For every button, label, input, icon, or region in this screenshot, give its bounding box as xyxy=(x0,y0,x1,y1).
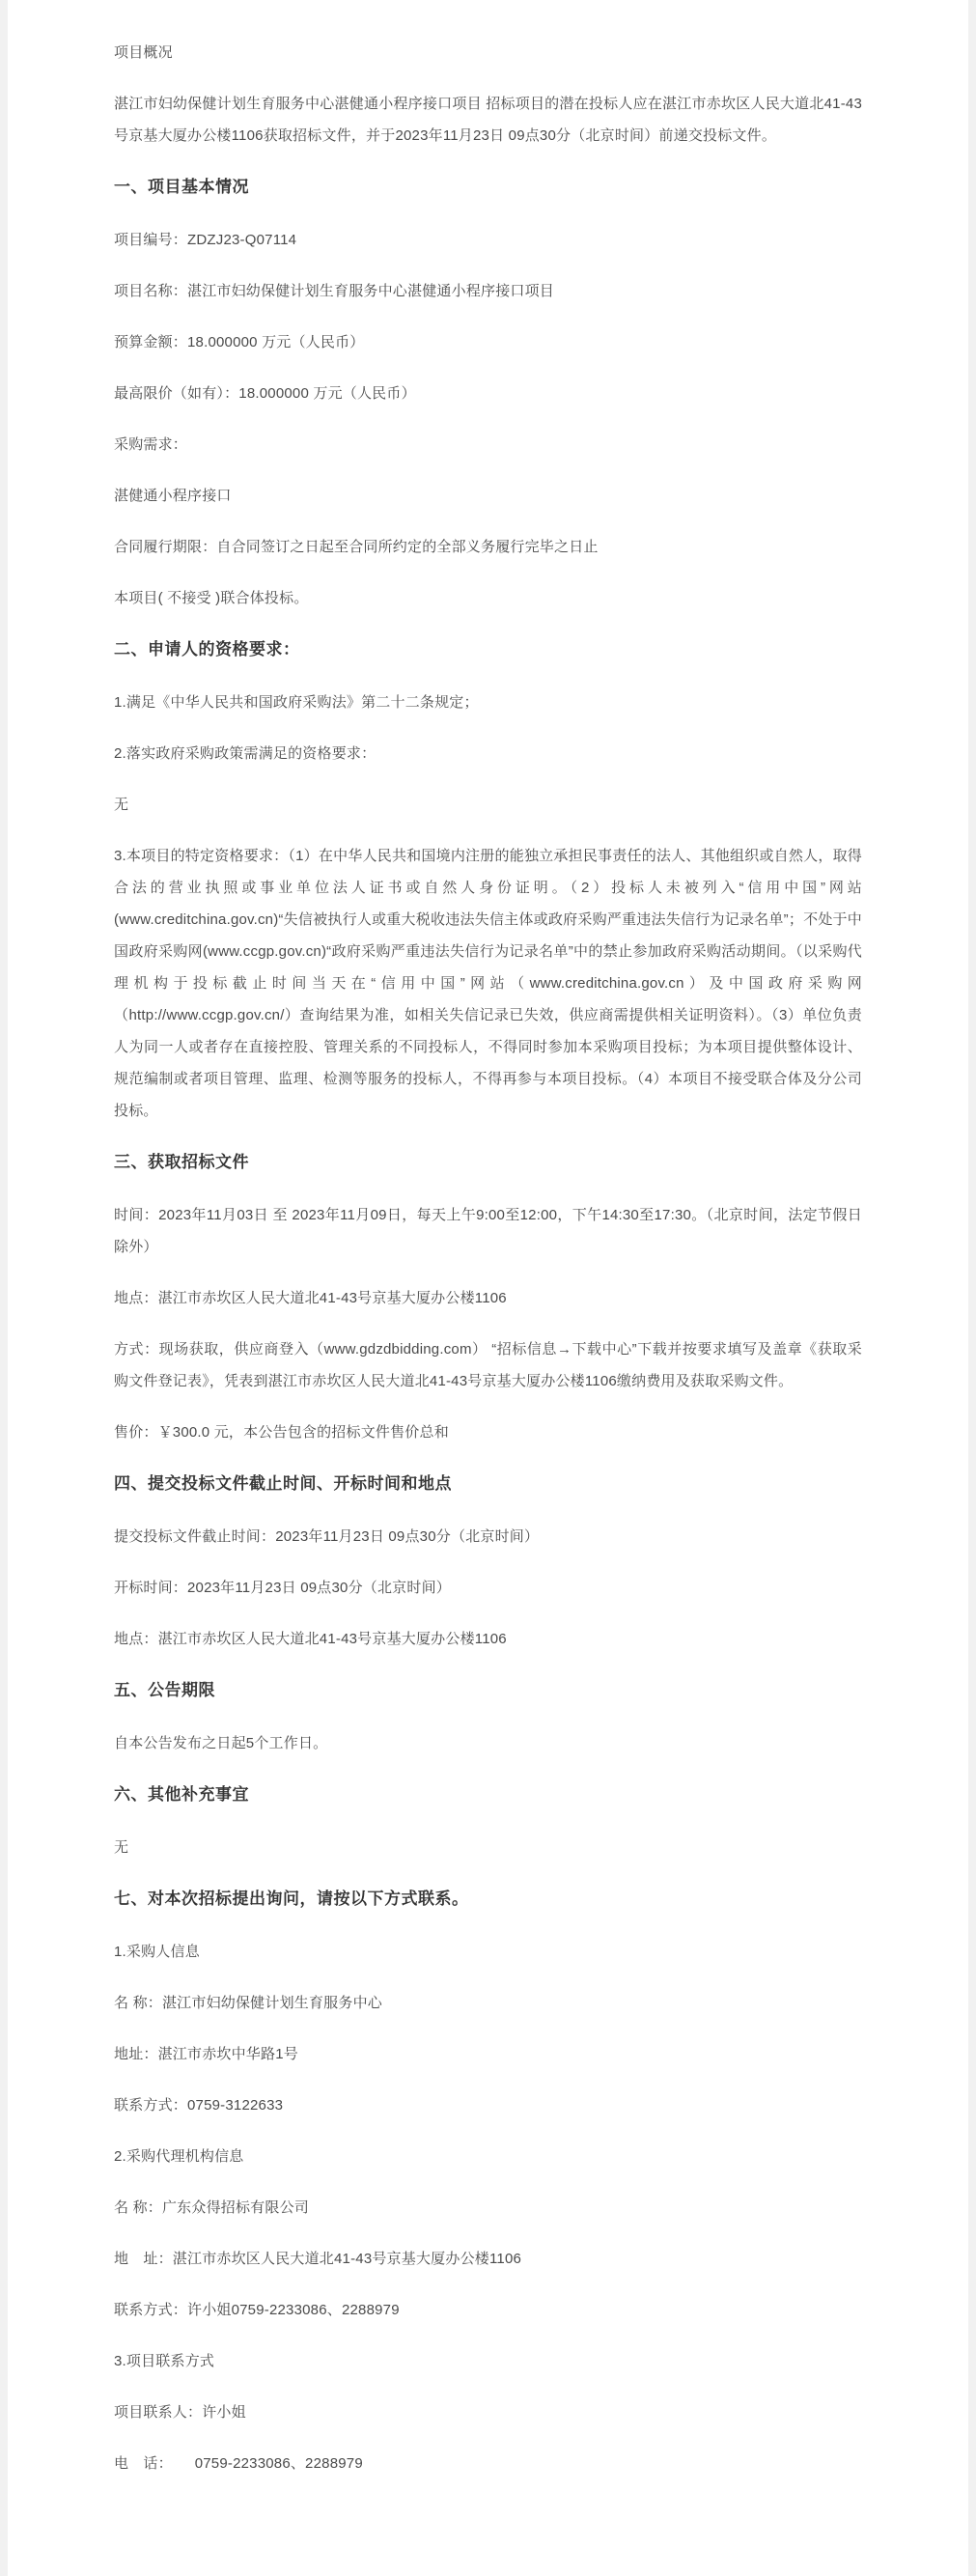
section-7-heading: 七、对本次招标提出询问，请按以下方式联系。 xyxy=(114,1890,469,1908)
obtain-place: 地点：湛江市赤坎区人民大道北41-43号京基大厦办公楼1106 xyxy=(114,1290,507,1306)
other-matters: 无 xyxy=(114,1839,129,1856)
announcement-period: 自本公告发布之日起5个工作日。 xyxy=(114,1735,328,1751)
project-contact-person: 项目联系人：许小姐 xyxy=(114,2404,246,2421)
section-2-heading: 二、申请人的资格要求： xyxy=(114,640,300,658)
project-contact-phone: 电 话： 0759-2233086、2288979 xyxy=(114,2455,363,2472)
section-1-heading: 一、项目基本情况 xyxy=(114,178,249,196)
bid-opening-time: 开标时间：2023年11月23日 09点30分（北京时间） xyxy=(114,1580,451,1596)
project-number: 项目编号：ZDZJ23-Q07114 xyxy=(114,232,297,248)
purchaser-info-label: 1.采购人信息 xyxy=(114,1944,200,1960)
qualification-item-2: 2.落实政府采购政策需满足的资格要求： xyxy=(114,745,376,762)
section-6-heading: 六、其他补充事宜 xyxy=(114,1785,249,1804)
bid-submission-deadline: 提交投标文件截止时间：2023年11月23日 09点30分（北京时间） xyxy=(114,1528,540,1545)
qualification-item-3: 3.本项目的特定资格要求：（1）在中华人民共和国境内注册的能独立承担民事责任的法人、其他组织或自然人，取得合法的营业执照或事业单位法人证书或自然人身份证明。（2）投标人未被列入“信用中国”网站(www.creditchina.gov.cn)“失信被执行人或重大税收违法失信主体或政府采购严重违法失信行为记录名单”；不处于中国政府采购网(www.ccgp.gov.cn)“政府采购严重违法失信行为记录名单”中的禁止参加政府采购活动期间。（以采购代理机构于投标截止时间当天在“信用中国”网站（www.creditchina.gov.cn）及中国政府采购网（http://www.ccgp.gov.cn/）查询结果为准，如相关失信记录已失效，供应商需提供相关证明资料）。（3）单位负责人为同一人或者存在直接控股、管理关系的不同投标人，不得同时参加本采购项目投标；为本项目提供整体设计、规范编制或者项目管理、监理、检测等服务的投标人，不得再参与本项目投标。（4）本项目不接受联合体及分公司投标。 xyxy=(114,848,862,1119)
purchaser-address: 地址：湛江市赤坎中华路1号 xyxy=(114,2046,298,2062)
project-contact-label: 3.项目联系方式 xyxy=(114,2353,215,2369)
bid-opening-place: 地点：湛江市赤坎区人民大道北41-43号京基大厦办公楼1106 xyxy=(114,1631,507,1647)
project-name: 项目名称：湛江市妇幼保健计划生育服务中心湛健通小程序接口项目 xyxy=(114,283,555,299)
agency-info-label: 2.采购代理机构信息 xyxy=(114,2148,244,2165)
qualification-item-1: 1.满足《中华人民共和国政府采购法》第二十二条规定； xyxy=(114,694,479,711)
agency-name: 名 称：广东众得招标有限公司 xyxy=(114,2199,309,2216)
contract-period: 合同履行期限：自合同签订之日起至合同所约定的全部义务履行完毕之日止 xyxy=(114,539,599,555)
section-4-heading: 四、提交投标文件截止时间、开标时间和地点 xyxy=(114,1474,452,1493)
purchaser-name: 名 称：湛江市妇幼保健计划生育服务中心 xyxy=(114,1995,382,2011)
qualification-item-2-value: 无 xyxy=(114,797,129,813)
document-price: 售价：￥300.0 元，本公告包含的招标文件售价总和 xyxy=(114,1424,449,1441)
budget-amount: 预算金额：18.000000 万元（人民币） xyxy=(114,334,365,350)
obtain-method: 方式：现场获取，供应商登入（www.gdzdbidding.com） “招标信息→下载中心”下载并按要求填写及盖章《获取采购文件登记表》，凭表到湛江市赤坎区人民大道北41-43号京基大厦办公楼1106缴纳费用及获取采购文件。 xyxy=(114,1341,862,1389)
announcement-card xyxy=(8,0,968,2576)
purchaser-contact: 联系方式：0759-3122633 xyxy=(114,2097,284,2114)
obtain-time: 时间：2023年11月03日 至 2023年11月09日，每天上午9:00至12:00，下午14:30至17:30。（北京时间，法定节假日除外） xyxy=(114,1207,862,1255)
consortium-bidding-note: 本项目( 不接受 )联合体投标。 xyxy=(114,590,309,606)
section-3-heading: 三、获取招标文件 xyxy=(114,1153,249,1171)
announcement-body xyxy=(114,37,862,2479)
project-overview-text: 湛江市妇幼保健计划生育服务中心湛健通小程序接口项目 招标项目的潜在投标人应在湛江市赤坎区人民大道北41-43号京基大厦办公楼1106获取招标文件，并于2023年11月23日 09点30分（北京时间）前递交投标文件。 xyxy=(114,96,862,144)
project-overview-label: 项目概况 xyxy=(114,44,173,61)
procurement-demand-label: 采购需求： xyxy=(114,436,188,453)
agency-contact: 联系方式：许小姐0759-2233086、2288979 xyxy=(114,2302,400,2318)
section-5-heading: 五、公告期限 xyxy=(114,1681,215,1699)
max-price-limit: 最高限价（如有）：18.000000 万元（人民币） xyxy=(114,385,416,402)
agency-address: 地 址：湛江市赤坎区人民大道北41-43号京基大厦办公楼1106 xyxy=(114,2251,522,2267)
procurement-demand-value: 湛健通小程序接口 xyxy=(114,488,232,504)
